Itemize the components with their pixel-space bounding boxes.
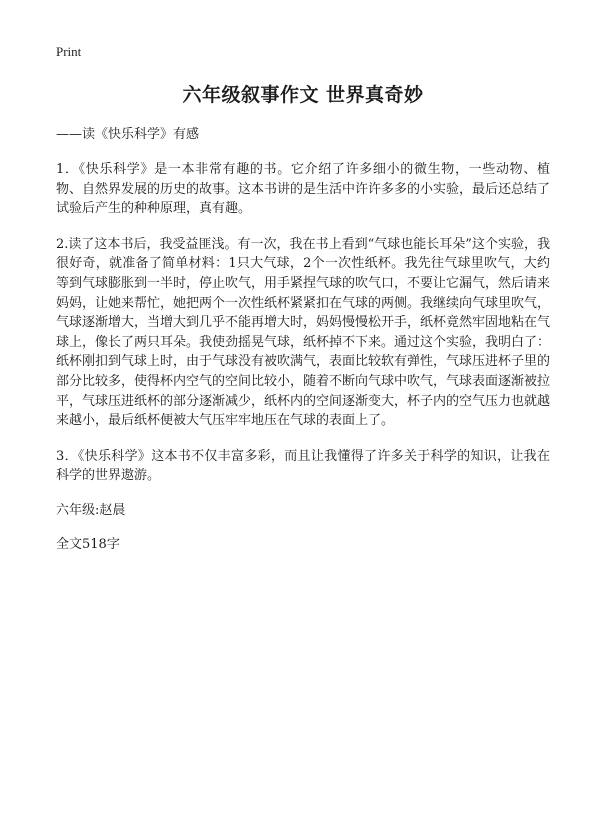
article-subtitle: ——读《快乐科学》有感 (56, 127, 200, 142)
print-link[interactable]: Print (56, 44, 82, 59)
article-title: 六年级叙事作文 世界真奇妙 (182, 84, 424, 106)
word-count: 全文518字 (56, 536, 120, 552)
author-line: 六年级:赵晨 (56, 502, 126, 518)
paragraph-3: 3．《快乐科学》这本书不仅丰富多彩，而且让我懂得了许多关于科学的知识，让我在科学的世界遨游。 (56, 448, 550, 484)
paragraph-2: 2.读了这本书后，我受益匪浅。有一次，我在书上看到“气球也能长耳朵”这个实验，我很好奇，就准备了简单材料：1只大气球，2个一次性纸杯。我先往气球里吹气，大约等到气球膨胀到一半时，停止吹气，用手紧捏气球的吹气口，不要让它漏气，然后请来妈妈，让她来帮忙，她把两个一次性纸杯紧紧扣在气球的两侧。我继续向气球里吹气，气球逐渐增大，当增大到几乎不能再增大时，妈妈慢慢松开手，纸杯竟然牢固地粘在气球上，像长了两只耳朵。我使劲摇晃气球，纸杯掉不下来。通过这个实验，我明白了：纸杯刚扣到气球上时，由于气球没有被吹满气，表面比较软有弹性，气球压进杯子里的部分比较多，使得杯内空气的空间比较小，随着不断向气球中吹气，气球表面逐渐被拉平，气球压进纸杯的部分逐渐减少，纸杯内的空间逐渐变大，杯子内的空气压力也就越来越小，最后纸杯便被大气压牢牢地压在气球的表面上了。 (56, 236, 551, 429)
paragraph-1: 1．《快乐科学》是一本非常有趣的书。它介绍了许多细小的微生物，一些动物、植物、自然界发展的历史的故事。这本书讲的是生活中许许多多的小实验，最后还总结了试验后产生的种种原理，真有趣。 (56, 162, 551, 217)
